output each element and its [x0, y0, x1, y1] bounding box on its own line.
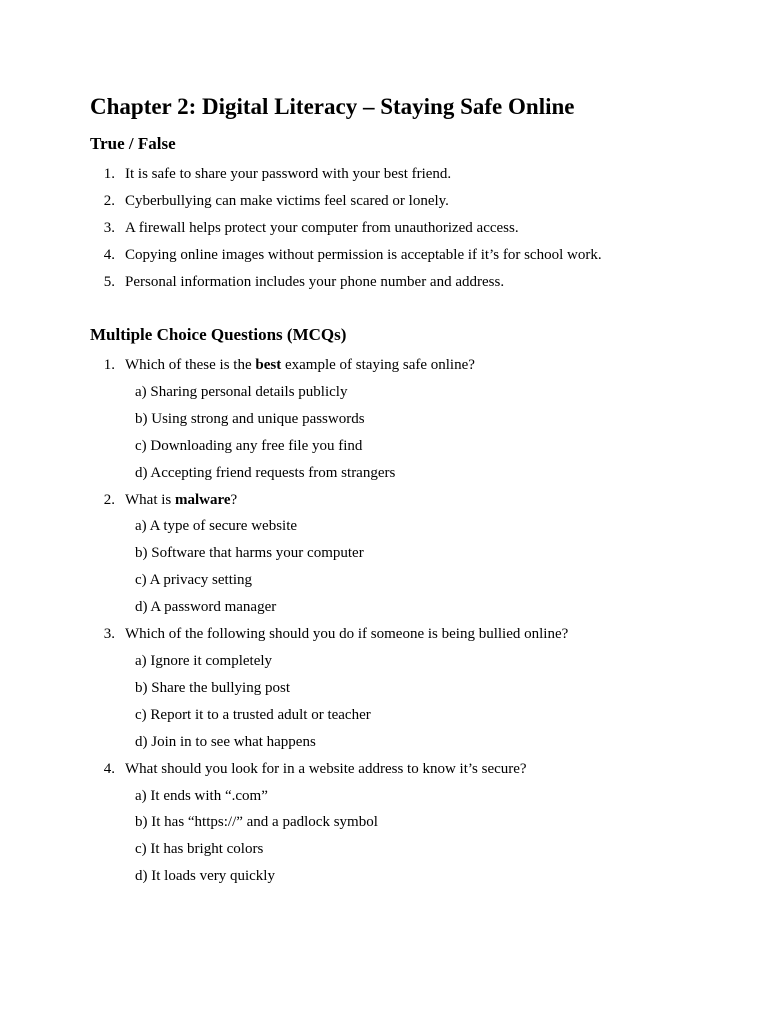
- answer-option: c) Downloading any free file you find: [135, 437, 363, 454]
- question-stem: [90, 621, 568, 648]
- question-text-start: What should you look for in a website address to know it’s secure?: [125, 760, 527, 777]
- answer-option: a) Ignore it completely: [135, 652, 273, 669]
- question-number: 3.: [103, 626, 115, 643]
- answer-option: a) It ends with “.com”: [135, 787, 268, 804]
- item-number: 5.: [103, 273, 115, 290]
- true-false-item: [90, 242, 602, 269]
- answer-option: b) Software that harms your computer: [135, 545, 364, 562]
- question-stem: [90, 756, 568, 783]
- answer-option: d) Join in to see what happens: [135, 733, 316, 750]
- item-text: Personal information includes your phone number and address.: [125, 273, 505, 290]
- question-number: 1.: [103, 357, 115, 373]
- answer-option: d) It loads very quickly: [135, 868, 275, 885]
- item-text: A firewall helps protect your computer from unauthorized access.: [125, 219, 519, 236]
- question-text-start: Which of these is the: [125, 357, 256, 373]
- question-emphasis: malware: [175, 491, 231, 508]
- answer-option: a) Sharing personal details publicly: [135, 383, 348, 400]
- true-false-list: [90, 161, 602, 296]
- mcq-heading: Multiple Choice Questions (MCQs): [90, 325, 347, 344]
- true-false-item: [90, 269, 602, 296]
- mcq-question: [90, 487, 568, 622]
- item-number: 1.: [103, 166, 115, 182]
- answer-option: d) A password manager: [135, 599, 277, 616]
- mcq-question: [90, 756, 568, 891]
- question-number: 2.: [103, 491, 115, 508]
- mcq-question: [90, 621, 568, 756]
- answer-option: c) Report it to a trusted adult or teacher: [135, 706, 371, 723]
- question-text-start: What is: [125, 491, 175, 508]
- item-number: 2.: [103, 192, 115, 209]
- question-text-start: Which of the following should you do if someone is being bullied online?: [125, 626, 569, 643]
- question-text-end: example of staying safe online?: [281, 357, 475, 373]
- answer-option: a) A type of secure website: [135, 518, 298, 535]
- answer-option: b) Using strong and unique passwords: [135, 410, 365, 427]
- true-false-item: [90, 161, 602, 188]
- question-stem: [90, 352, 568, 379]
- item-text: Copying online images without permission is acceptable if it’s for school work.: [125, 246, 602, 263]
- true-false-item: [90, 215, 602, 242]
- question-stem: [90, 487, 568, 514]
- true-false-heading: True / False: [90, 134, 176, 153]
- mcq-question: [90, 352, 568, 487]
- answer-option: b) It has “https://” and a padlock symbol: [135, 814, 378, 831]
- true-false-item: [90, 188, 602, 215]
- answer-option: c) A privacy setting: [135, 572, 253, 589]
- page-title: Chapter 2: Digital Literacy – Staying Safe Online: [90, 94, 575, 119]
- answer-option: c) It has bright colors: [135, 841, 264, 858]
- answer-option: b) Share the bullying post: [135, 679, 290, 696]
- question-number: 4.: [103, 760, 115, 777]
- question-text-end: ?: [230, 491, 238, 508]
- item-text: Cyberbullying can make victims feel scared or lonely.: [125, 192, 449, 209]
- answer-option: d) Accepting friend requests from strangers: [135, 464, 396, 481]
- question-emphasis: best: [255, 357, 282, 373]
- item-text: It is safe to share your password with your best friend.: [125, 166, 452, 182]
- item-number: 4.: [103, 246, 115, 263]
- mcq-list: [90, 352, 568, 890]
- item-number: 3.: [103, 219, 115, 236]
